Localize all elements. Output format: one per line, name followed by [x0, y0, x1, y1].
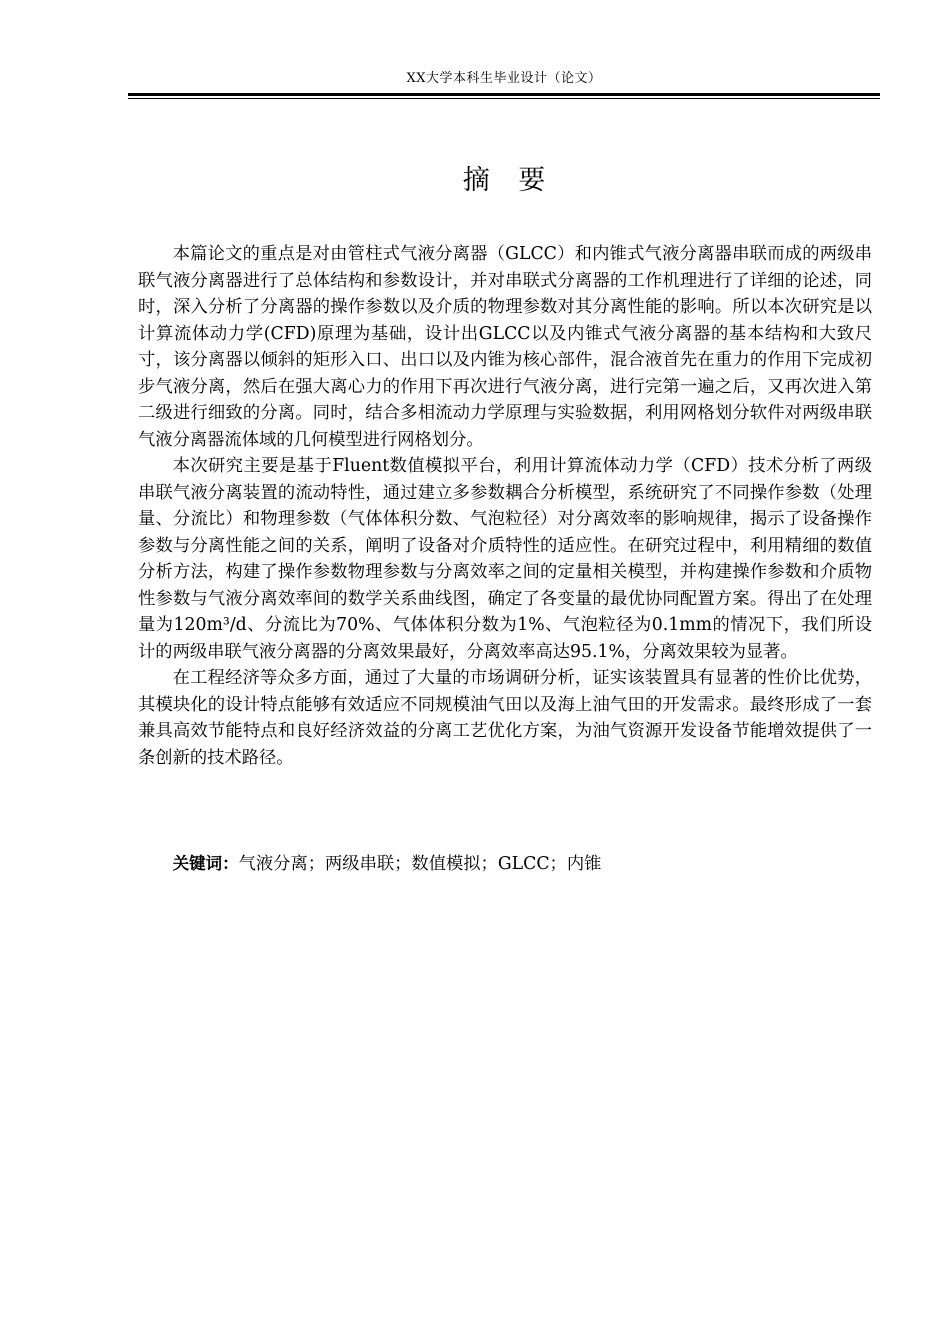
running-header: XX大学本科生毕业设计（论文）: [406, 71, 602, 86]
keywords-label: 关键词：: [172, 854, 239, 873]
keywords-value: 气液分离；两级串联；数值模拟；GLCC；内锥: [238, 854, 602, 874]
abstract-body: [138, 241, 872, 771]
abstract-paragraph-1: 本篇论文的重点是对由管柱式气液分离器（GLCC）和内锥式气液分离器串联而成的两级串联气液分离器进行了总体结构和参数设计，并对串联式分离器的工作机理进行了详细的论述，同时，深入分析了分离器的操作参数以及介质的物理参数对其分离性能的影响。所以本次研究是以计算流体动力学(CFD)原理为基础，设计出GLCC以及内锥式气液分离器的基本结构和大致尺寸，该分离器以倾斜的矩形入口、出口以及内锥为核心部件，混合液首先在重力的作用下完成初步气液分离，然后在强大离心力的作用下再次进行气液分离，进行完第一遍之后，又再次进入第二级进行细致的分离。同时，结合多相流动力学原理与实验数据，利用网格划分软件对两级串联气液分离器流体域的几何模型进行网格划分。: [138, 244, 872, 450]
keywords-line: [138, 851, 872, 878]
header-rule-thick: [128, 93, 880, 96]
abstract-paragraph-3: 在工程经济等众多方面，通过了大量的市场调研分析，证实该装置具有显著的性价比优势，其模块化的设计特点能够有效适应不同规模油气田以及海上油气田的开发需求。最终形成了一套兼具高效节能特点和良好经济效益的分离工艺优化方案，为油气资源开发设备节能增效提供了一条创新的技术路径。: [138, 668, 872, 768]
header-rule-thin: [128, 98, 880, 99]
abstract-paragraph-2: 本次研究主要是基于Fluent数值模拟平台，利用计算流体动力学（CFD）技术分析了两级串联气液分离装置的流动特性，通过建立多参数耦合分析模型，系统研究了不同操作参数（处理量、分流比）和物理参数（气体体积分数、气泡粒径）对分离效率的影响规律，揭示了设备操作参数与分离性能之间的关系，阐明了设备对介质特性的适应性。在研究过程中，利用精细的数值分析方法，构建了操作参数物理参数与分离效率之间的定量相关模型，并构建操作参数和介质物性参数与气液分离效率间的数学关系曲线图，确定了各变量的最优协同配置方案。得出了在处理量为120m³/d、分流比为70%、气体体积分数为1%、气泡粒径为0.1mm的情况下，我们所设计的两级串联气液分离器的分离效果最好，分离效率高达95.1%，分离效果较为显著。: [138, 456, 872, 662]
abstract-title: 摘 要: [462, 165, 556, 196]
